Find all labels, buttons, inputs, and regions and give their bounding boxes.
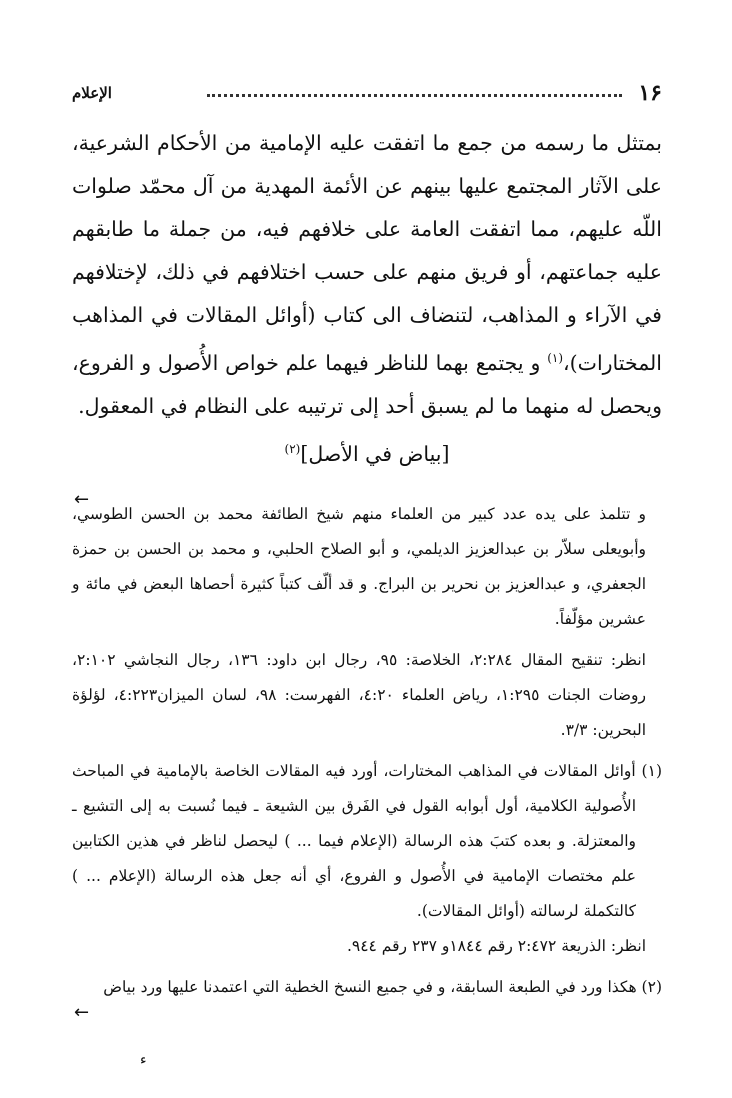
blank-note: [بياض في الأصل]: [300, 441, 450, 466]
main-paragraph-text: بمتثل ما رسمه من جمع ما اتفقت عليه الإمامية من الأحكام الشرعية، على الآثار المجتمع عليها بينهم عن الأئمة المهدية من آل محمّد صلوات اللّه عليهم، مما اتفقت العامة على خلافهم فيه، من جملة ما طابقهم عليه جماعتهم، أو فريق منهم على حسب اختلافهم في ذلك، لإختلافهم في الآراء و المذاهب، لتنضاف الى كتاب (أوائل المقالات في المذاهب المختارات)،: [72, 131, 662, 375]
dot-leader: [207, 94, 622, 97]
footnote-1-text: (١) أوائل المقالات في المذاهب المختارات، أورد فيه المقالات الخاصة بالإمامية في المباحث الأُصولية الكلامية، أول أبوابه القول في الفَرق بين الشيعة ـ فيما نُسبت به إلى التشيع ـ والمعتزلة. و بعده كتبَ هذه الرسالة (الإعلام فيما ... ) ليحصل لناظر في هذين الكتابين علم مختصات الإمامية في الأُصول و الفروع، أي أنه جعل هذه الرسالة (الإعلام ... ) كالتكملة لرسالته (أوائل المقالات).: [72, 762, 662, 920]
folio-mark: ء: [140, 1052, 147, 1068]
main-paragraph-continuation: و يجتمع بهما للناظر فيهما علم خواص الأُصول و الفروع، ويحصل له منهما ما لم يسبق أحد إلى ترتيبه على النظام في المعقول.: [72, 350, 662, 418]
main-paragraph: [72, 122, 662, 428]
footnote-ref-1: (١): [547, 351, 564, 365]
continuation-arrow-icon: ←: [74, 489, 90, 510]
page-number: ١۶: [638, 80, 662, 106]
page-header: [72, 80, 662, 106]
running-title: الإعلام: [72, 84, 112, 102]
footnote-ref-2: (٢): [284, 441, 301, 456]
footnote-continued-text: و تتلمذ على يده عدد كبير من العلماء منهم شيخ الطائفة محمد بن الحسن الطوسي، وأبويعلى سلاّر بن عبدالعزيز الديلمي، و أبو الصلاح الحلبي، و محمد بن الحسن بن حمزة الجعفري، و عبدالعزيز بن نحرير بن البراج. و قد ألّف كتباً كثيرة أحصاها البعض في مائة و عشرين مؤلّفاً.: [72, 505, 646, 628]
blank-note-line: [72, 428, 662, 476]
footnote-1-refs: انظر: الذريعة ٢:٤٧٢ رقم ١٨٤٤و ٢٣٧ رقم ٩٤٤.: [346, 937, 646, 955]
footnote-2-text: (٢) هكذا ورد في الطبعة السابقة، و في جميع النسخ الخطية التي اعتمدنا عليها ورد بياض: [103, 978, 662, 996]
main-text: [72, 122, 662, 476]
footnotes: [72, 497, 662, 1005]
footnote-continued-refs: انظر: تنقيح المقال ٢:٢٨٤، الخلاصة: ٩٥، رجال ابن داود: ١٣٦، رجال النجاشي ٢:١٠٢، روضات الجنات ١:٢٩٥، رياض العلماء ٤:٢٠، الفهرست: ٩٨، لسان الميزان٤:٢٢٣، لؤلؤة البحرين: ٣/٣.: [72, 651, 647, 739]
next-page-arrow-icon: ←: [74, 1002, 90, 1023]
